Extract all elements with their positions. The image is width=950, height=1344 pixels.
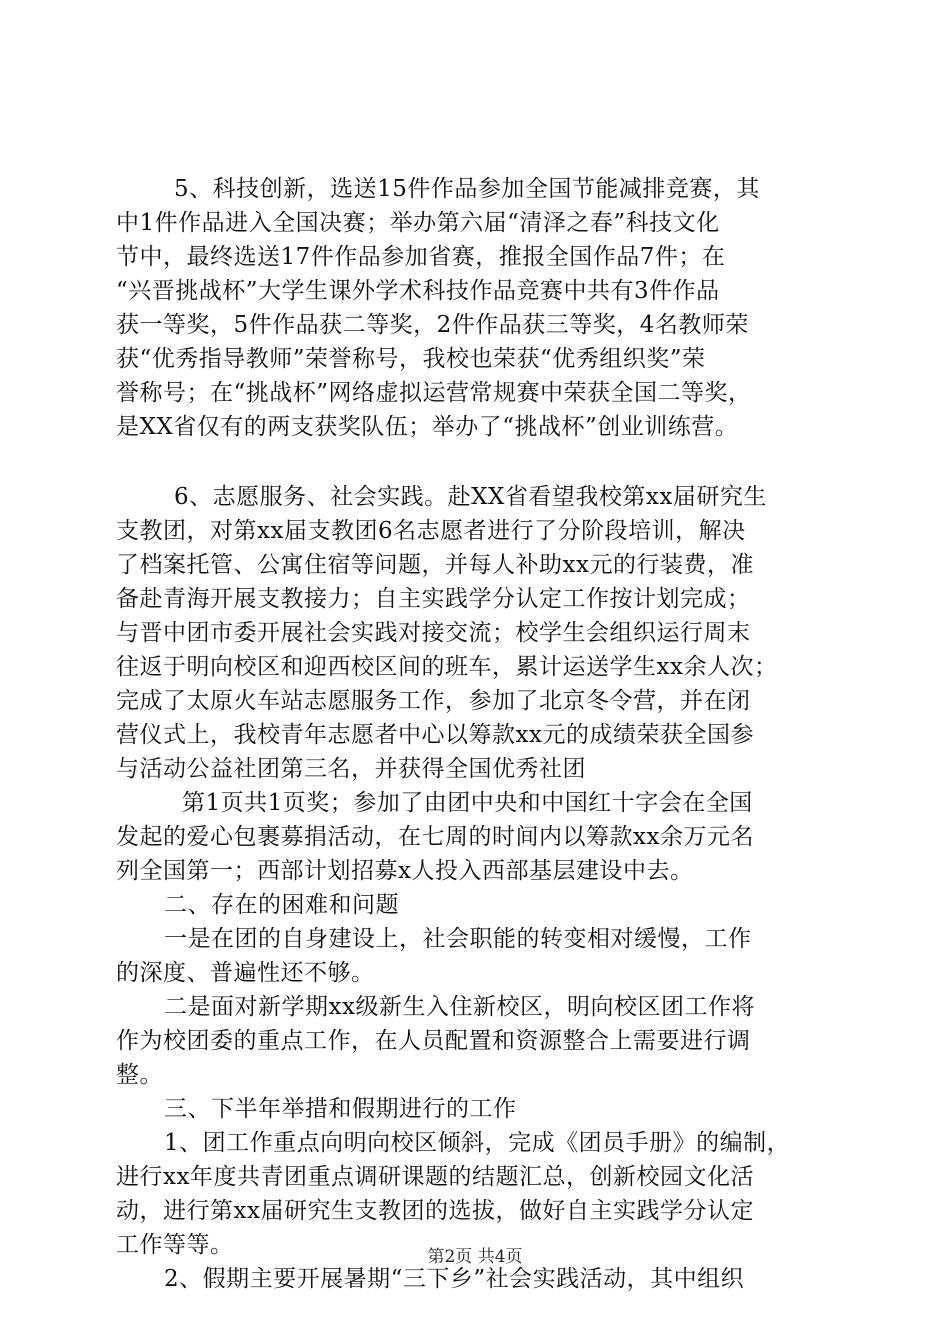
text-line: 第1页共1页奖；参加了由团中央和中国红十字会在全国 [182,790,753,816]
text-line: 支教团，对第xx届支教团6名志愿者进行了分阶段培训，解决 [116,518,746,544]
text-line: 2、假期主要开展暑期“三下乡”社会实践活动，其中组织 [164,1266,745,1292]
page-footer: 第2页 共4页 [427,1247,523,1267]
text-line: 是XX省仅有的两支获奖队伍；举办了“挑战杯”创业训练营。 [116,414,739,440]
text-line: 与晋中团市委开展社会实践对接交流；校学生会组织运行周末 [116,620,751,646]
paragraph-problem-one [116,922,836,990]
text-line: 进行xx年度共青团重点调研课题的结题汇总，创新校园文化活 [116,1164,754,1190]
text-line: 一是在团的自身建设上，社会职能的转变相对缓慢，工作 [164,926,752,952]
text-line: 作为校团委的重点工作，在人员配置和资源整合上需要进行调 [116,1028,751,1054]
text-line: 往返于明向校区和迎西校区间的班车，累计运送学生xx余人次； [116,654,778,680]
text-line: 动，进行第xx届研究生支教团的选拔，做好自主实践学分认定 [116,1198,754,1224]
text-line: 6、志愿服务、社会实践。赴XX省看望我校第xx届研究生 [174,484,767,510]
text-line: 节中，最终选送17件作品参加省赛，推报全国作品7件；在 [116,244,726,270]
paragraph-volunteer-service [116,480,836,888]
text-line: 工作等等。 [116,1232,234,1258]
text-line: 中1件作品进入全国决赛；举办第六届“清泽之春”科技文化 [116,210,720,236]
text-line: 获“优秀指导教师”荣誉称号，我校也荣获“优秀组织奖”荣 [116,346,706,372]
text-line: 备赴青海开展支教接力；自主实践学分认定工作按计划完成； [116,586,751,612]
text-line: 5、科技创新，选送15件作品参加全国节能减排竞赛，其 [174,176,760,202]
text-line: 发起的爱心包裹募捐活动，在七周的时间内以筹款xx余万元名 [116,824,754,850]
text-line: 二是面对新学期xx级新生入住新校区，明向校区团工作将 [164,994,755,1020]
section-heading-plans: 三、下半年举措和假期进行的工作 [164,1096,517,1122]
text-line: 营仪式上，我校青年志愿者中心以筹款xx元的成绩荣获全国参 [116,722,754,748]
paragraph-plan-item-1 [116,1126,836,1262]
text-line: 整。 [116,1062,163,1088]
paragraph-science-innovation [116,172,836,444]
text-line: “兴晋挑战杯”大学生课外学术科技作品竞赛中共有3件作品 [116,278,720,304]
text-line: 列全国第一；西部计划招募x人投入西部基层建设中去。 [116,858,694,884]
text-line: 的深度、普遍性还不够。 [116,960,375,986]
text-line: 完成了太原火车站志愿服务工作，参加了北京冬令营，并在闭 [116,688,751,714]
document-body [116,172,836,1296]
paragraph-problem-two [116,990,836,1092]
text-line: 获一等奖，5件作品获二等奖，2件作品获三等奖，4名教师荣 [116,312,749,338]
text-line: 1、团工作重点向明向校区倾斜，完成《团员手册》的编制， [164,1130,791,1156]
text-line: 了档案托管、公寓住宿等问题，并每人补助xx元的行装费，准 [116,552,754,578]
paragraph-gap [116,444,836,480]
text-line: 誉称号；在“挑战杯”网络虚拟运营常规赛中荣获全国二等奖， [116,380,752,406]
text-line: 与活动公益社团第三名，并获得全国优秀社团 [116,756,586,782]
section-heading-problems: 二、存在的困难和问题 [164,892,399,918]
